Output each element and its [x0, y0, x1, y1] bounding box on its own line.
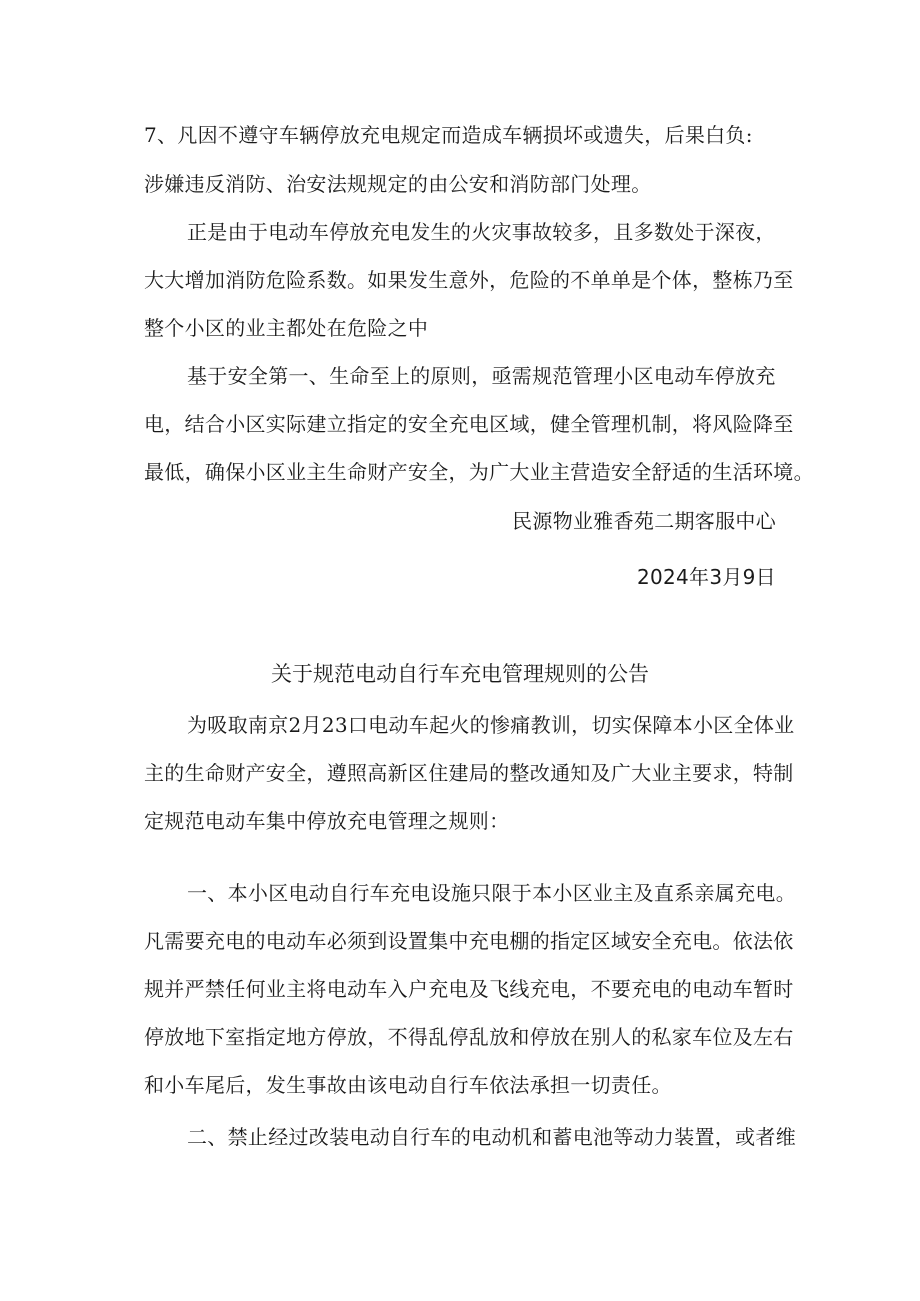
- para1-line1: 正是由于电动车停放充电发生的火灾事故较多，且多数处于深夜，: [187, 220, 776, 244]
- item7-line1: 7、凡因不遵守车辆停放充电规定而造成车辆损坏或遗失，后果白负:: [144, 123, 753, 147]
- rule1-line1: 一、本小区电动自行车充电设施只限于本小区业主及直系亲属充电。: [187, 881, 796, 905]
- rule2-line1: 二、禁止经过改装电动自行车的电动机和蓄电池等动力装置，或者维: [187, 1125, 796, 1149]
- item7-line2: 涉嫌违反消防、治安法规规定的由公安和消防部门处理。: [144, 172, 652, 196]
- para2-line2: 电，结合小区实际建立指定的安全充电区域，健全管理机制，将风险降至: [144, 412, 794, 436]
- rule1-line4: 停放地下室指定地方停放，不得乱停乱放和停放在别人的私家车位及左右: [144, 1025, 794, 1049]
- rule1-line5: 和小车尾后，发生事故由该电动自行车依法承担一切责任。: [144, 1073, 672, 1097]
- intro-line1: 为吸取南京2月23口电动车起火的惨痛教训，切实保障本小区全体业: [187, 713, 795, 737]
- date: 2024年3月9日: [636, 565, 776, 589]
- para2-line1: 基于安全第一、生命至上的原则，亟需规范管理小区电动车停放充: [187, 364, 776, 388]
- signature: 民源物业雅香苑二期客服中心: [512, 509, 776, 533]
- para1-line3: 整个小区的业主都处在危险之中: [144, 316, 429, 340]
- rule1-line2: 凡需要充电的电动车必须到设置集中充电棚的指定区域安全充电。依法依: [144, 929, 794, 953]
- para2-line3: 最低，确保小区业主生命财产安全，为广大业主营造安全舒适的生活环境。: [144, 460, 814, 484]
- para1-line2: 大大增加消防危险系数。如果发生意外，危险的不单单是个体，整栋乃至: [144, 268, 794, 292]
- notice-title: 关于规范电动自行车充电管理规则的公告: [271, 662, 649, 686]
- intro-line3: 定规范电动车集中停放充电管理之规则：: [144, 809, 510, 833]
- intro-line2: 主的生命财产安全，遵照高新区住建局的整改通知及广大业主要求，特制: [144, 761, 794, 785]
- rule1-line3: 规并严禁任何业主将电动车入户充电及飞线充电，不要充电的电动车暂时: [144, 977, 794, 1001]
